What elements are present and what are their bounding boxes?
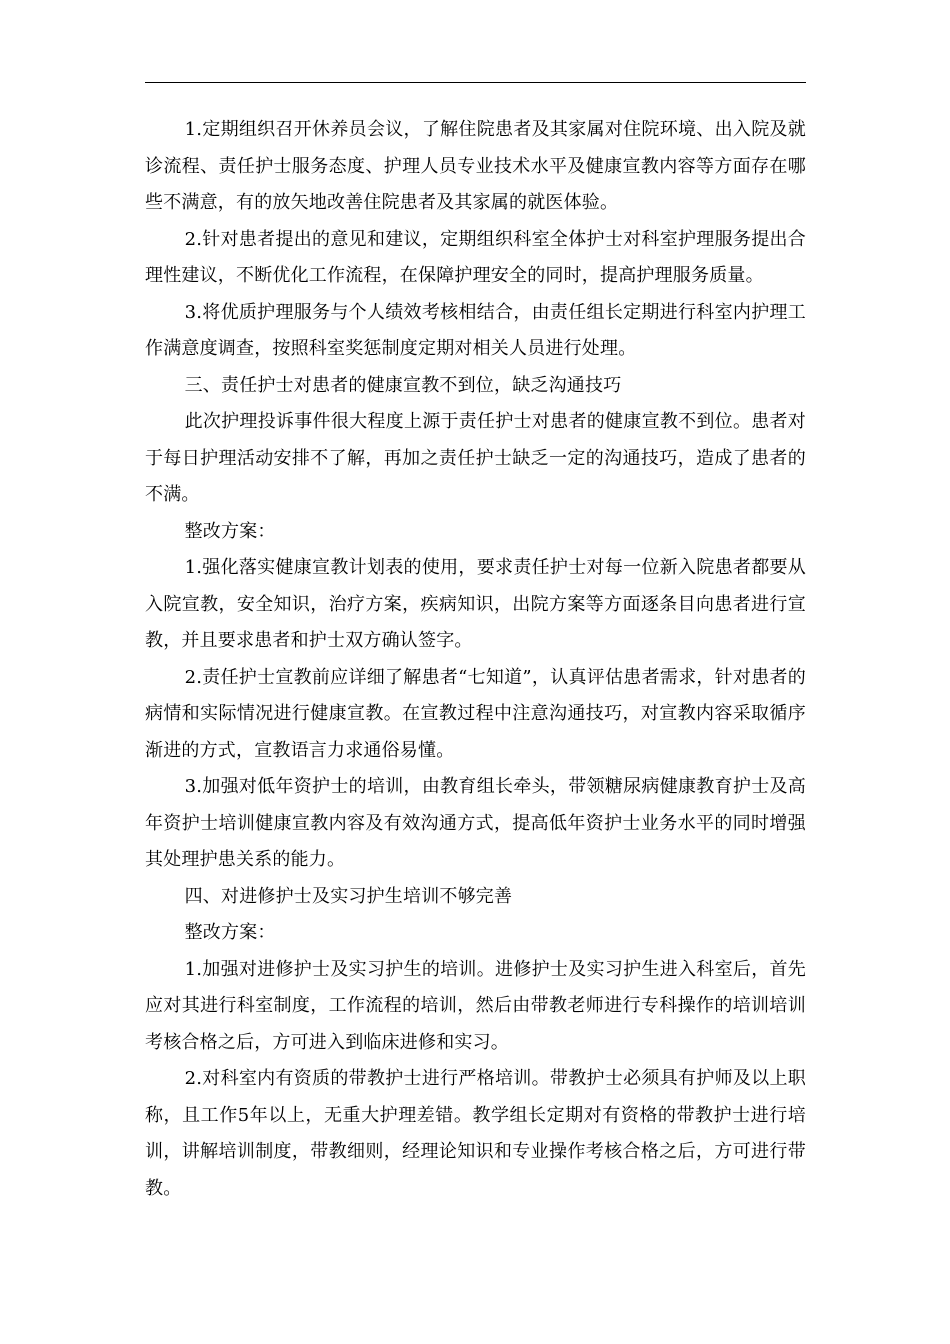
plan-label-1: 整改方案： — [184, 520, 276, 542]
paragraph-7: 3.加强对低年资护士的培训，由教育组长牵头，带领糖尿病健康教育护士及高年资护士培训健康宣教内容及有效沟通方式，提高低年资护士业务水平的同时增强其处理护患关系的能力。 — [145, 776, 806, 870]
plan-label-2: 整改方案： — [184, 922, 276, 943]
section-heading-4: 四、对进修护士及实习护生培训不够完善 — [184, 885, 513, 907]
paragraph-6: 2.责任护士宣教前应详细了解患者“七知道”，认真评估患者需求，针对患者的病情和实际情况进行健康宣教。在宣教过程中注意沟通技巧，对宣教内容采取循序渐进的方式，宣教语言力求通俗易懂。 — [145, 666, 806, 761]
paragraph-8: 1.加强对进修护士及实习护生的培训。进修护士及实习护生进入科室后，首先应对其进行科室制度，工作流程的培训，然后由带教老师进行专科操作的培训培训考核合格之后，方可进入到临床进修和实习。 — [145, 958, 806, 1053]
paragraph-5: 1.强化落实健康宣教计划表的使用，要求责任护士对每一位新入院患者都要从入院宣教，安全知识，治疗方案，疾病知识，出院方案等方面逐条目向患者进行宣教，并且要求患者和护士双方确认签字。 — [145, 557, 806, 651]
paragraph-1: 1.定期组织召开休养员会议，了解住院患者及其家属对住院环境、出入院及就诊流程、责任护士服务态度、护理人员专业技术水平及健康宣教内容等方面存在哪些不满意，有的放矢地改善住院患者及其家属的就医体验。 — [145, 119, 806, 213]
section-heading-3: 三、责任护士对患者的健康宣教不到位，缺乏沟通技巧 — [184, 374, 622, 396]
document-body — [145, 112, 806, 1207]
paragraph-4: 此次护理投诉事件很大程度上源于责任护士对患者的健康宣教不到位。患者对于每日护理活动安排不了解，再加之责任护士缺乏一定的沟通技巧，造成了患者的不满。 — [145, 411, 806, 505]
paragraph-3: 3.将优质护理服务与个人绩效考核相结合，由责任组长定期进行科室内护理工作满意度调查，按照科室奖惩制度定期对相关人员进行处理。 — [145, 301, 806, 359]
header-rule — [145, 82, 806, 83]
paragraph-2: 2.针对患者提出的意见和建议，定期组织科室全体护士对科室护理服务提出合理性建议，不断优化工作流程，在保障护理安全的同时，提高护理服务质量。 — [145, 228, 806, 286]
paragraph-9: 2.对科室内有资质的带教护士进行严格培训。带教护士必须具有护师及以上职称，且工作5年以上，无重大护理差错。教学组长定期对有资格的带教护士进行培训，讲解培训制度，带教细则，经理论知识和专业操作考核合格之后，方可进行带教。 — [145, 1068, 806, 1199]
